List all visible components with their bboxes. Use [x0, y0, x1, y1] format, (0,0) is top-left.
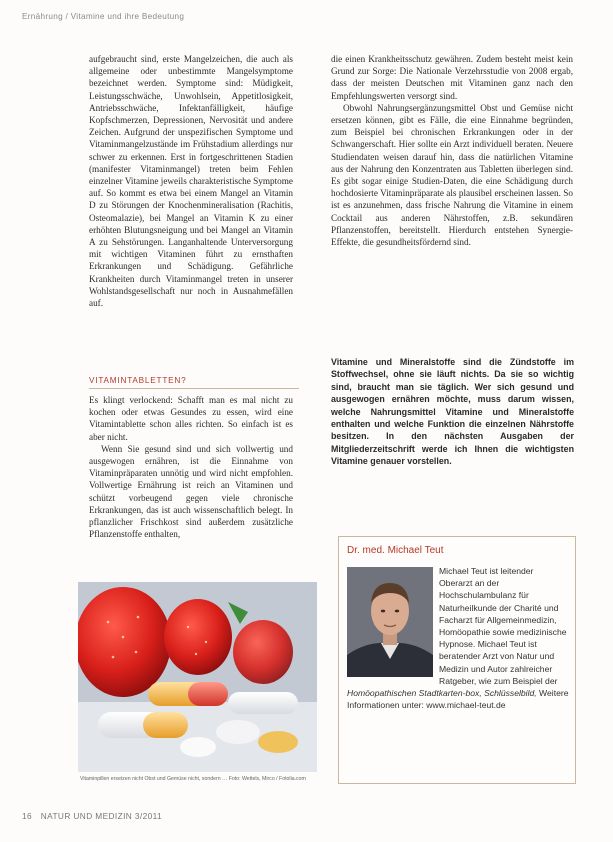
author-bio-tail: Weitere Informationen unter: www.michael-teut.de [347, 688, 569, 711]
paragraph: aufgebraucht sind, erste Mangelzeichen, die auch als allgemeine oder unbestimmte Mangelsymptome bezeichnet werden. Symptome sind: Müdigkeit, Leistungsschwäche, Unwohlsein, Appetitlosigkeit, Antriebsschwäche, Infektanfälligkeit, häufige Kopfschmerzen, Depressionen, Nervosität und andere Zeichen. Aufgrund der unspezifischen Symptome und Vitaminmangelzustände im Frühstadium allerdings nur schwer zu erkennen. Erst in fortgeschrittenen Stadien (manifester Vitaminmangel) treten beim Fehlen einzelner Vitamine jeweils charakteristische Symptome auf. So kommt es etwa bei einem Mangel an Vitamin D zu Störungen der Knochenmineralisation (Rachitis, Osteomalazie), bei Mangel an Vitamin K zu einer erhöhten Blutungsneigung und bei Mangel an Vitamin A zu Sehstörungen. Langanhaltende Unterversorgung mit wichtigen Vitaminen führt zu ernsthaften Erkrankungen und Schädigung. Gefährliche Krankheiten durch Vitaminmangel treten in unserer Wohlstandsgesellschaft nur noch in Ausnahmefällen auf. [89, 54, 293, 309]
paragraph: Obwohl Nahrungsergänzungsmittel Obst und Gemüse nicht ersetzen können, gibt es Fälle, die eine Einnahme begründen, zum Beispiel bei chronischen Erkrankungen oder in der Schwangerschaft. Hier sollte ein Arzt individuell beraten. Neuere Studiendaten weisen darauf hin, dass die natürlichen Vitamine aus der Nahrung den Konzentraten aus Tabletten überlegen sind. Es gibt sogar einige Studien-Daten, die eine Schädigung durch hochdosierte Vitaminpräparate als plausibel erscheinen lassen. So ist es anzunehmen, dass frische Nahrung die Vitamine in einem Cocktail aus anderen Nährstoffen, z.B. sekundären Pflanzenstoffen, bereitstellt. Hierdurch entstehen Synergie-Effekte, die gesundheitsfördernd sind. [331, 102, 573, 248]
running-head: Ernährung / Vitamine und ihre Bedeutung [22, 12, 185, 21]
article-summary: Vitamine und Mineralstoffe sind die Zündstoffe im Stoffwechsel, ohne sie läuft nichts. Da sie so wichtig sind, braucht man sie täglich. Wer sich gesund und ausgewogen ernähren möchte, muss darum wissen, welche Nahrungsmittel Vitamine und Mineralstoffe enthalten und welche Funktion die einzelnen Nährstoffe besitzen. In den nächsten Ausgaben der Mitgliederzeitschrift werde ich Ihnen die wichtigsten Vitamine genauer vorstellen. [331, 357, 574, 467]
publication-name: NATUR UND MEDIZIN 3/2011 [40, 811, 163, 821]
section-subheading: VITAMINTABLETTEN? [89, 376, 299, 389]
photo-caption: Vitaminpillen ersetzen nicht Obst und Gemüse nicht, sondern … Foto: Wettels, Mirco / Fotolia.com [80, 776, 306, 782]
paragraph: die einen Krankheitsschutz gewähren. Zudem besteht meist kein Grund zur Sorge: Die Nationale Verzehrsstudie von 2008 ergab, dass der meisten Deutschen mit Vitaminen ganz nach den Empfehlungswerten versorgt sind. [331, 54, 573, 101]
paragraph: Wenn Sie gesund sind und sich vollwertig und ausgewogen ernähren, ist die Einnahme von Vitaminpräparaten unnötig und wird nicht empfohlen. Vollwertige Ernährung ist reich an Vitaminen und schützt vorbeugend gegen viele chronische Erkrankungen, das ist auch wissenschaftlich belegt. In pflanzlicher Frischkost sind außerdem zusätzliche Pflanzenstoffe enthalten, [89, 443, 293, 540]
vitamin-pills-photo [78, 582, 317, 772]
author-bio [347, 565, 569, 711]
author-name: Dr. med. Michael Teut [347, 545, 444, 556]
page-footer [22, 811, 162, 821]
article-column-left-top [89, 53, 293, 371]
paragraph: Es klingt verlockend: Schafft man es mal nicht zu kochen oder etwas Gesundes zu essen, wird eine Vitamintablette schon alles richten. So einfach ist es aber nicht. [89, 395, 293, 442]
author-bio-books: Homöopathischen Stadtkarten-box, Schlüsselbild, [347, 688, 537, 699]
author-bio-lead: Michael Teut ist leitender Oberarzt an der Hochschulambulanz für Naturheilkunde der Charité und Facharzt für Allgemeinmedizin, Homöopathie sowie medizinische Hypnose. Michael Teut ist beratender Arzt von Natur und Medizin und Autor zahlreicher Ratgeber, wie zum Beispiel der [439, 566, 567, 686]
article-column-right [331, 53, 573, 353]
author-box [338, 536, 576, 784]
article-column-left-bottom [89, 394, 293, 580]
page-number: 16 [22, 811, 33, 821]
